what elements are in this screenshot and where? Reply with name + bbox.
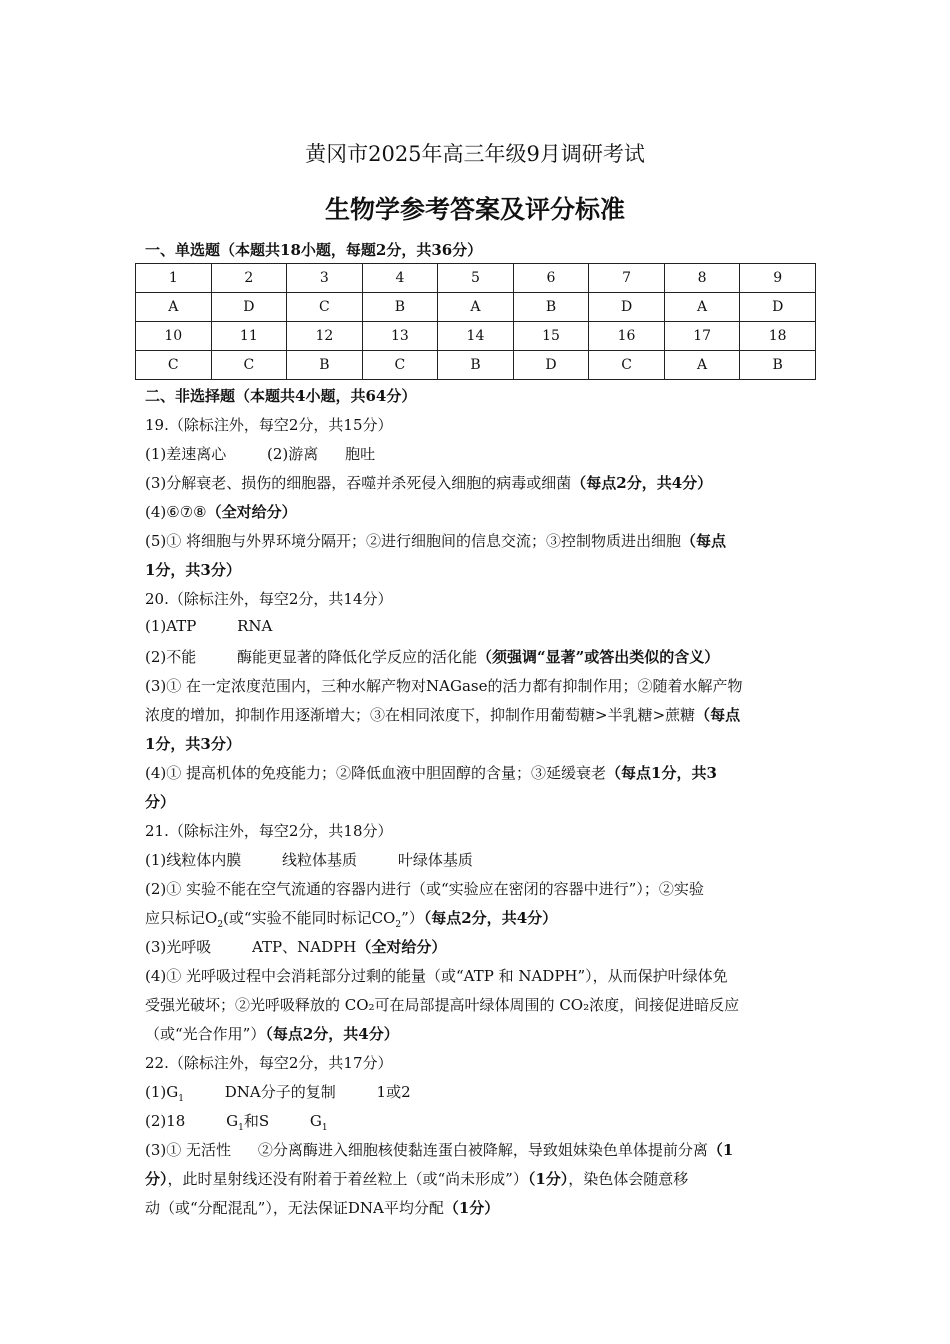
q22-answer-3-cont2: ，染色体会随意移 xyxy=(568,1170,689,1188)
table-cell: 13 xyxy=(362,322,438,351)
table-cell: C xyxy=(136,351,212,380)
q20-part4 xyxy=(145,762,815,783)
q21-answer-1c: 叶绿体基质 xyxy=(397,851,473,869)
q19-answer-1: (1)差速离心 xyxy=(145,445,227,463)
q21-part4-line3 xyxy=(145,1023,815,1044)
table-cell: 17 xyxy=(664,322,740,351)
q22-score-3a: （1 xyxy=(707,1141,734,1159)
q22-answer-2b-text: G xyxy=(226,1112,239,1130)
q22-answer-3a: (3)① 无活性 xyxy=(145,1141,232,1159)
table-cell: C xyxy=(287,293,363,322)
q20-score-4b: 分） xyxy=(145,793,176,811)
q21-answer-2-cont: (或“实验不能同时标记CO xyxy=(223,909,396,927)
table-cell: 9 xyxy=(740,264,816,293)
q19-part1-2 xyxy=(145,443,815,464)
table-cell: 10 xyxy=(136,322,212,351)
table-cell: D xyxy=(589,293,665,322)
q20-answer-2a: (2)不能 xyxy=(145,648,197,666)
q21-answer-1b: 线粒体基质 xyxy=(282,851,358,869)
section1-heading: 一、单选题（本题共18小题，每题2分，共36分） xyxy=(145,241,483,259)
table-cell: C xyxy=(589,351,665,380)
subscript: 1 xyxy=(178,1094,184,1104)
q19-answer-2b: 胞吐 xyxy=(345,445,376,463)
q21-answer-2-cont: ”） xyxy=(401,909,424,927)
q20-answer-2b: 酶能更显著的降低化学反应的活化能 xyxy=(237,648,478,666)
q19-answer-4: (4)⑥⑦⑧ xyxy=(145,503,207,521)
table-cell: D xyxy=(211,293,287,322)
q21-part3 xyxy=(145,936,815,957)
table-cell: 11 xyxy=(211,322,287,351)
q21-score-2: （每点2分，共4分） xyxy=(423,909,558,927)
q19-part3 xyxy=(145,472,815,493)
q22-answer-3-cont: ，此时星射线还没有附着于着丝粒上（或“尚未形成”） xyxy=(167,1170,528,1188)
table-cell: 3 xyxy=(287,264,363,293)
table-cell: 7 xyxy=(589,264,665,293)
q20-score-4a: （每点1分，共3 xyxy=(606,764,717,782)
table-row-question-numbers xyxy=(136,264,816,293)
q19-part4 xyxy=(145,501,815,522)
q19-answer-3: (3)分解衰老、损伤的细胞器，吞噬并杀死侵入细胞的病毒或细菌 xyxy=(145,474,572,492)
q21-answer-1a: (1)线粒体内膜 xyxy=(145,851,242,869)
table-cell: 15 xyxy=(513,322,589,351)
exam-title: 黄冈市2025年高三年级9月调研考试 xyxy=(305,142,645,166)
q19-score-5b: 1分，共3分） xyxy=(145,561,241,579)
q22-part3-line1 xyxy=(145,1139,815,1160)
q19-score-5a: （每点 xyxy=(681,532,727,550)
q21-part1 xyxy=(145,849,815,870)
section2-heading: 二、非选择题（本题共4小题，共64分） xyxy=(145,387,417,405)
q21-answer-3b: ATP、NADPH xyxy=(252,938,357,956)
q22-answer-3b: ②分离酶进入细胞核使黏连蛋白被降解，导致姐妹染色单体提前分离 xyxy=(257,1141,708,1159)
q20-part2 xyxy=(145,646,815,667)
q20-part3-line1: (3)① 在一定浓度范围内，三种水解产物对NAGase的活力都有抑制作用；②随着水解产物 xyxy=(145,677,743,695)
q20-answer-1a: (1)ATP xyxy=(145,617,197,635)
q22-part3-line3 xyxy=(145,1197,815,1218)
q22-score-3b: （1分） xyxy=(527,1170,569,1188)
table-cell: A xyxy=(664,351,740,380)
q20-score-3b: 1分，共3分） xyxy=(145,735,241,753)
q22-score-3c: （1分） xyxy=(443,1199,500,1217)
q21-part2-line2 xyxy=(145,907,815,930)
table-cell: A xyxy=(136,293,212,322)
q22-answer-1a-text: (1)G xyxy=(145,1083,179,1101)
q22-part1 xyxy=(145,1081,815,1104)
q22-part3-line2 xyxy=(145,1168,815,1189)
table-cell: A xyxy=(438,293,514,322)
q21-part4-line1: (4)① 光呼吸过程中会消耗部分过剩的能量（或“ATP 和 NADPH”），从而保护叶绿体免 xyxy=(145,967,728,985)
q22-answer-1a xyxy=(145,1083,184,1104)
q22-answer-2c-text: G xyxy=(309,1112,322,1130)
subscript: 2 xyxy=(217,920,224,930)
q22-score-3a-cont: 分） xyxy=(145,1170,168,1188)
q22-answer-2c xyxy=(309,1112,328,1133)
document-title: 生物学参考答案及评分标准 xyxy=(324,195,625,224)
q21-answer-3a: (3)光呼吸 xyxy=(145,938,212,956)
table-cell: C xyxy=(362,351,438,380)
table-cell: 12 xyxy=(287,322,363,351)
table-cell: D xyxy=(740,293,816,322)
subscript: 1 xyxy=(238,1123,244,1133)
subscript: 2 xyxy=(395,920,402,930)
q22-answer-1b: DNA分子的复制 xyxy=(224,1083,336,1101)
q20-part1 xyxy=(145,617,815,635)
q20-score-2: （须强调“显著”或答出类似的含义） xyxy=(477,648,720,666)
q19-header: 19.（除标注外，每空2分，共15分） xyxy=(145,416,393,434)
table-cell: 18 xyxy=(740,322,816,351)
q22-part2 xyxy=(145,1110,815,1133)
q22-answer-2b xyxy=(226,1112,270,1133)
q19-answer-2a: (2)游离 xyxy=(267,445,319,463)
table-cell: 8 xyxy=(664,264,740,293)
q20-header: 20.（除标注外，每空2分，共14分） xyxy=(145,590,393,608)
table-cell: D xyxy=(513,351,589,380)
q22-answer-2b-tail: 和S xyxy=(243,1112,270,1130)
q20-answer-1b: RNA xyxy=(237,617,273,635)
table-cell: B xyxy=(740,351,816,380)
table-row-answers xyxy=(136,293,816,322)
q20-score-3a: （每点 xyxy=(695,706,741,724)
q21-part2-line1: (2)① 实验不能在空气流通的容器内进行（或“实验应在密闭的容器中进行”）；②实验 xyxy=(145,880,704,898)
q21-score-3: （全对给分） xyxy=(356,938,447,956)
table-cell: B xyxy=(438,351,514,380)
table-cell: 4 xyxy=(362,264,438,293)
q21-part4-line2: 受强光破坏；②光呼吸释放的 CO₂可在局部提高叶绿体周围的 CO₂浓度，间接促进暗反应 xyxy=(145,996,740,1014)
q19-part5 xyxy=(145,530,815,551)
table-row-answers xyxy=(136,351,816,380)
q22-header: 22.（除标注外，每空2分，共17分） xyxy=(145,1054,393,1072)
q22-answer-1c: 1或2 xyxy=(376,1083,411,1101)
table-cell: B xyxy=(362,293,438,322)
answer-table xyxy=(135,263,816,380)
q22-answer-3-cont3: 动（或“分配混乱”），无法保证DNA平均分配 xyxy=(145,1199,444,1217)
table-cell: C xyxy=(211,351,287,380)
table-row-question-numbers xyxy=(136,322,816,351)
q21-answer-2-cont: 应只标记O xyxy=(145,909,218,927)
q20-answer-4: (4)① 提高机体的免疫能力；②降低血液中胆固醇的含量；③延缓衰老 xyxy=(145,764,607,782)
table-cell: 2 xyxy=(211,264,287,293)
table-cell: 14 xyxy=(438,322,514,351)
q21-score-4: （每点2分，共4分） xyxy=(265,1025,399,1043)
q19-score-3: （每点2分，共4分） xyxy=(571,474,713,492)
table-cell: 1 xyxy=(136,264,212,293)
q19-answer-5: (5)① 将细胞与外界环境分隔开；②进行细胞间的信息交流；③控制物质进出细胞 xyxy=(145,532,682,550)
subscript: 1 xyxy=(321,1123,328,1133)
table-cell: A xyxy=(664,293,740,322)
table-cell: B xyxy=(513,293,589,322)
q20-answer-3-cont: 浓度的增加，抑制作用逐渐增大；③在相同浓度下，抑制作用葡萄糖>半乳糖>蔗糖 xyxy=(145,706,696,724)
table-cell: B xyxy=(287,351,363,380)
q20-part3-line2 xyxy=(145,704,815,725)
q19-score-4: （全对给分） xyxy=(206,503,297,521)
q22-answer-2a: (2)18 xyxy=(145,1112,186,1130)
table-cell: 6 xyxy=(513,264,589,293)
q21-header: 21.（除标注外，每空2分，共18分） xyxy=(145,822,393,840)
table-cell: 16 xyxy=(589,322,665,351)
q21-answer-4-cont: （或“光合作用”） xyxy=(145,1025,266,1043)
table-cell: 5 xyxy=(438,264,514,293)
